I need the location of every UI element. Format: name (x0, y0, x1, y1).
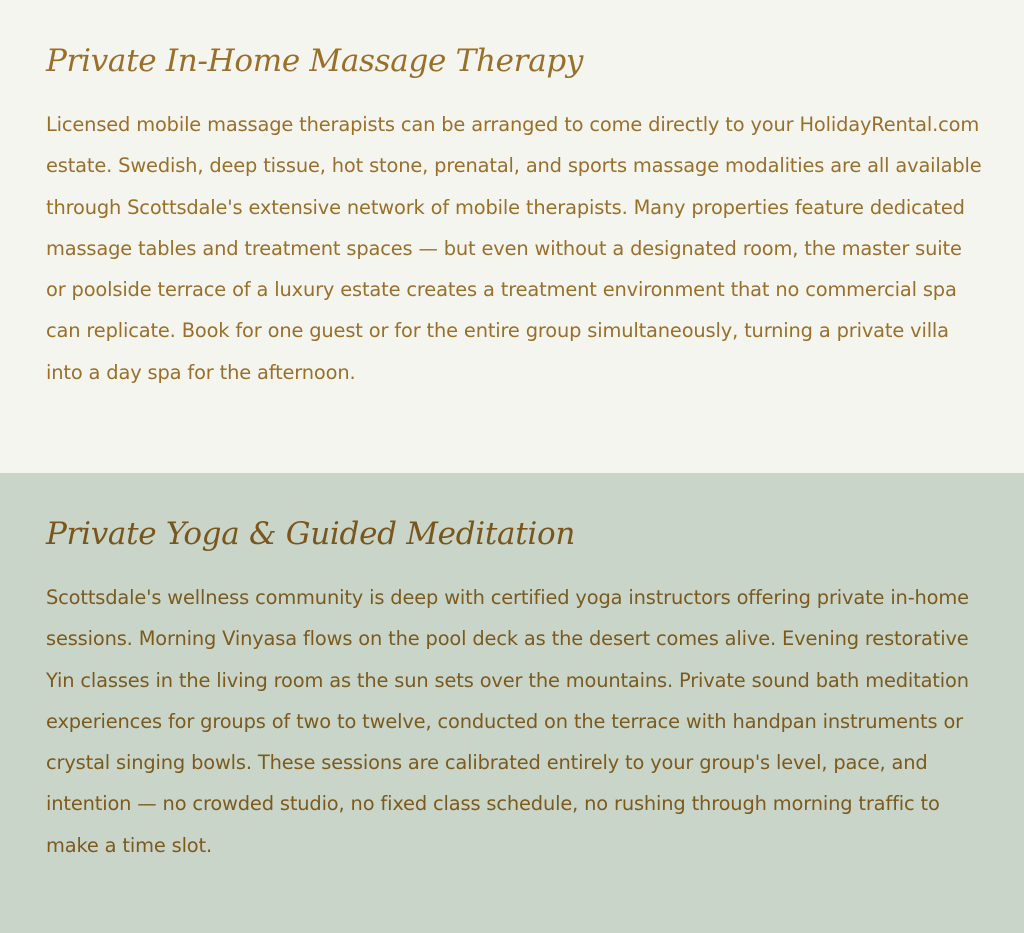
yoga-meditation-section (0, 473, 1024, 933)
section-body: Licensed mobile massage therapists can be arranged to come directly to your HolidayRental.com estate. Swedish, deep tissue, hot stone, prenatal, and sports massage modalities are all available through Scottsdale's extensive network of mobile therapists. Many properties feature dedicated massage tables and treatment spaces — but even without a designated room, the master suite or poolside terrace of a luxury estate creates a treatment environment that no commercial spa can replicate. Book for one guest or for the entire group simultaneously, turning a private villa into a day spa for the afternoon. (46, 113, 982, 384)
section-title: Private Yoga & Guided Meditation (46, 516, 576, 552)
section-body: Scottsdale's wellness community is deep with certified yoga instructors offering private in-home sessions. Morning Vinyasa flows on the pool deck as the desert comes alive. Evening restorative Yin classes in the living room as the sun sets over the mountains. Private sound bath meditation experiences for groups of two to twelve, conducted on the terrace with handpan instruments or crystal singing bowls. These sessions are calibrated entirely to your group's level, pace, and intention — no crowded studio, no fixed class schedule, no rushing through morning traffic to make a time slot. (46, 586, 969, 857)
section-title: Private In-Home Massage Therapy (46, 43, 584, 79)
